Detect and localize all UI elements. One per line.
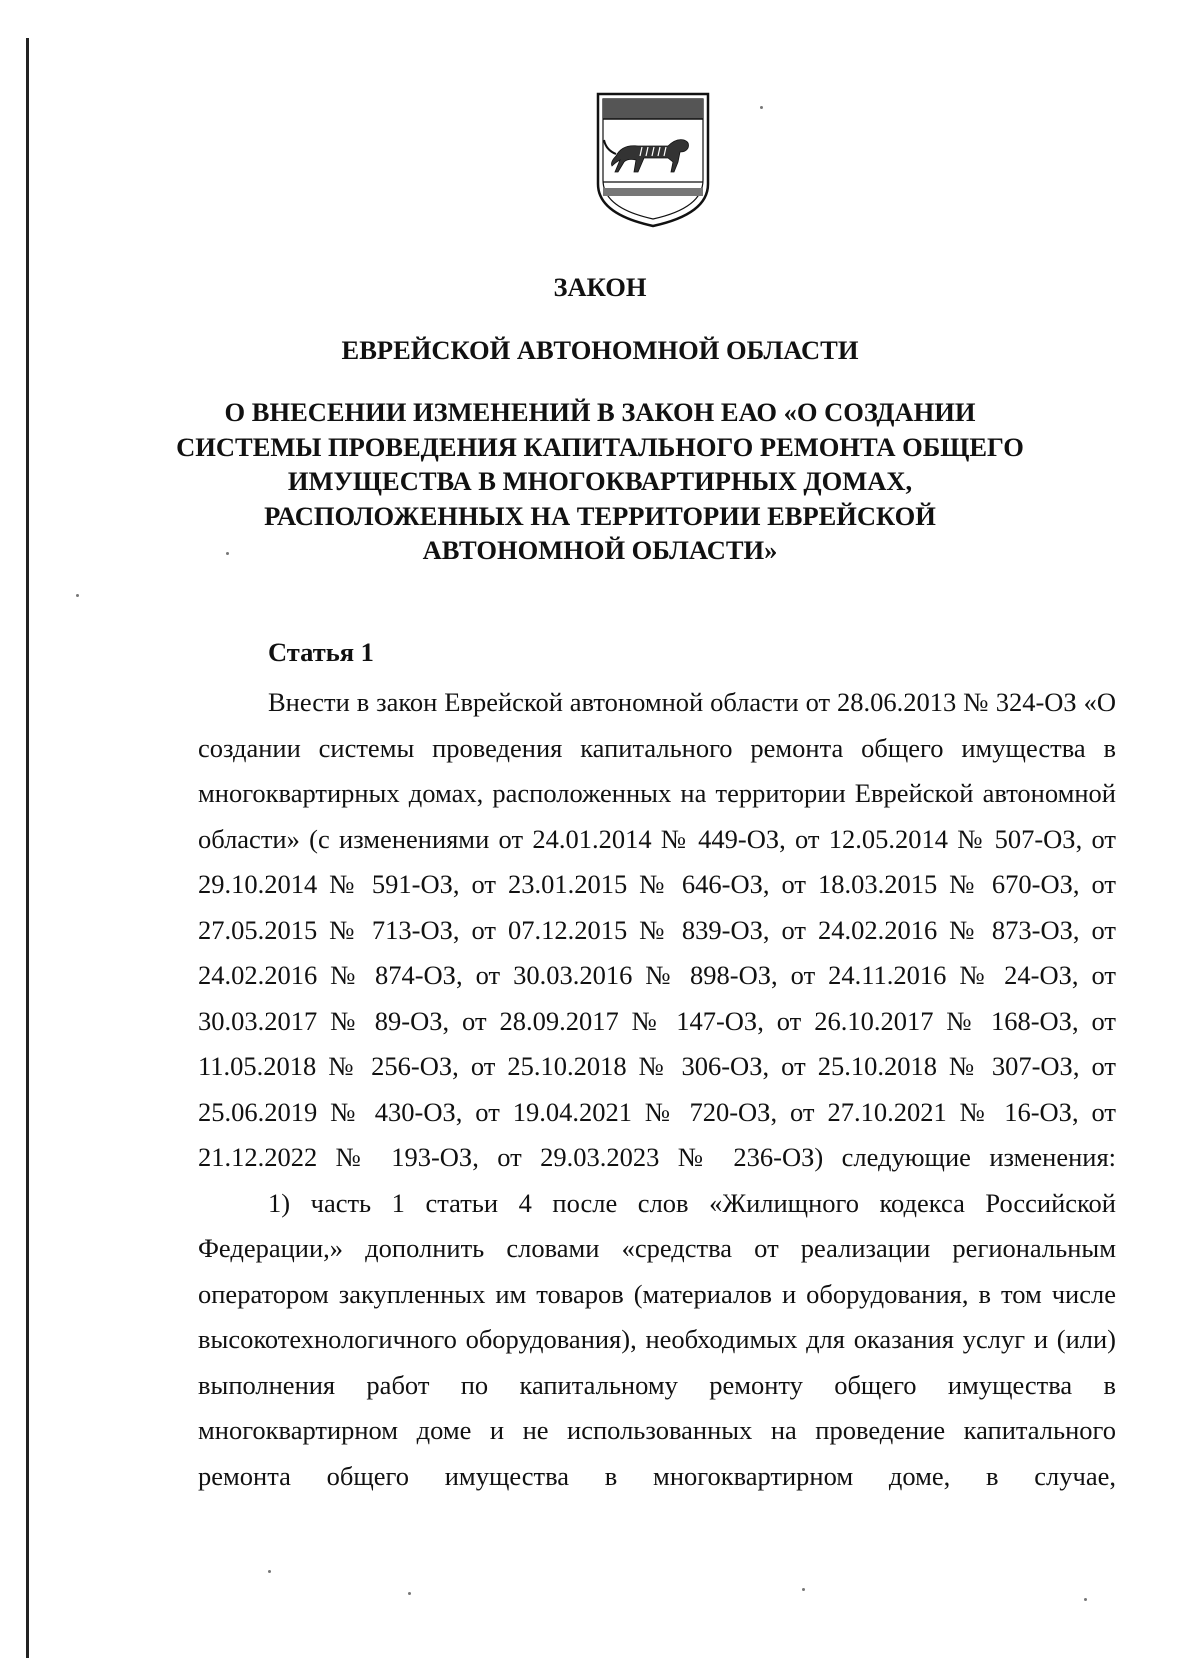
scan-speck <box>76 594 79 597</box>
document-body <box>198 680 1116 1499</box>
scan-speck <box>268 1570 271 1573</box>
law-title-line: ИМУЩЕСТВА В МНОГОКВАРТИРНЫХ ДОМАХ, <box>287 466 913 496</box>
law-title <box>0 395 1200 568</box>
scan-speck <box>802 1588 805 1591</box>
paragraph-amendments: Внести в закон Еврейской автономной области от 28.06.2013 № 324-ОЗ «О создании системы проведения капитального ремонта общего имущества в многоквартирных домах, расположенных на территории Еврейской автономной области» (с изменениями от 24.01.2014 № 449-ОЗ, от 12.05.2014 № 507-ОЗ, от 29.10.2014 № 591-ОЗ, от 23.01.2015 № 646-ОЗ, от 18.03.2015 № 670-ОЗ, от 27.05.2015 № 713-ОЗ, от 07.12.2015 № 839-ОЗ, от 24.02.2016 № 873-ОЗ, от 24.02.2016 № 874-ОЗ, от 30.03.2016 № 898-ОЗ, от 24.11.2016 № 24-ОЗ, от 30.03.2017 № 89-ОЗ, от 28.09.2017 № 147-ОЗ, от 26.10.2017 № 168-ОЗ, от 11.05.2018 № 256-ОЗ, от 25.10.2018 № 306-ОЗ, от 25.10.2018 № 307-ОЗ, от 25.06.2019 № 430-ОЗ, от 19.04.2021 № 720-ОЗ, от 27.10.2021 № 16-ОЗ, от 21.12.2022 № 193-ОЗ, от 29.03.2023 № 236-ОЗ) следующие изменения: <box>198 687 1116 1172</box>
law-title-line: СИСТЕМЫ ПРОВЕДЕНИЯ КАПИТАЛЬНОГО РЕМОНТА ОБЩЕГО <box>176 431 1024 462</box>
scan-speck <box>1084 1598 1087 1601</box>
region-heading: ЕВРЕЙСКОЙ АВТОНОМНОЙ ОБЛАСТИ <box>341 335 859 365</box>
law-heading: ЗАКОН <box>553 272 647 302</box>
scan-speck <box>408 1592 411 1595</box>
law-title-line: РАСПОЛОЖЕННЫХ НА ТЕРРИТОРИИ ЕВРЕЙСКОЙ <box>264 500 936 531</box>
law-title-line: О ВНЕСЕНИИ ИЗМЕНЕНИЙ В ЗАКОН ЕАО «О СОЗДАНИИ <box>224 397 976 427</box>
article-heading: Статья 1 <box>268 637 374 667</box>
scan-speck <box>760 106 763 109</box>
paragraph-item-1: 1) часть 1 статьи 4 после слов «Жилищного кодекса Российской Федерации,» дополнить словами «средства от реализации региональным оператором закупленных им товаров (материалов и оборудования, в том числе высокотехнологичного оборудования), необходимых для оказания услуг и (или) выполнения работ по капитальному ремонту общего имущества в многоквартирном доме и не использованных на проведение капитального ремонта общего имущества в многоквартирном доме, в случае, <box>198 1187 1116 1491</box>
law-title-line: АВТОНОМНОЙ ОБЛАСТИ» <box>422 535 778 565</box>
tiger-emblem-icon <box>594 92 712 228</box>
